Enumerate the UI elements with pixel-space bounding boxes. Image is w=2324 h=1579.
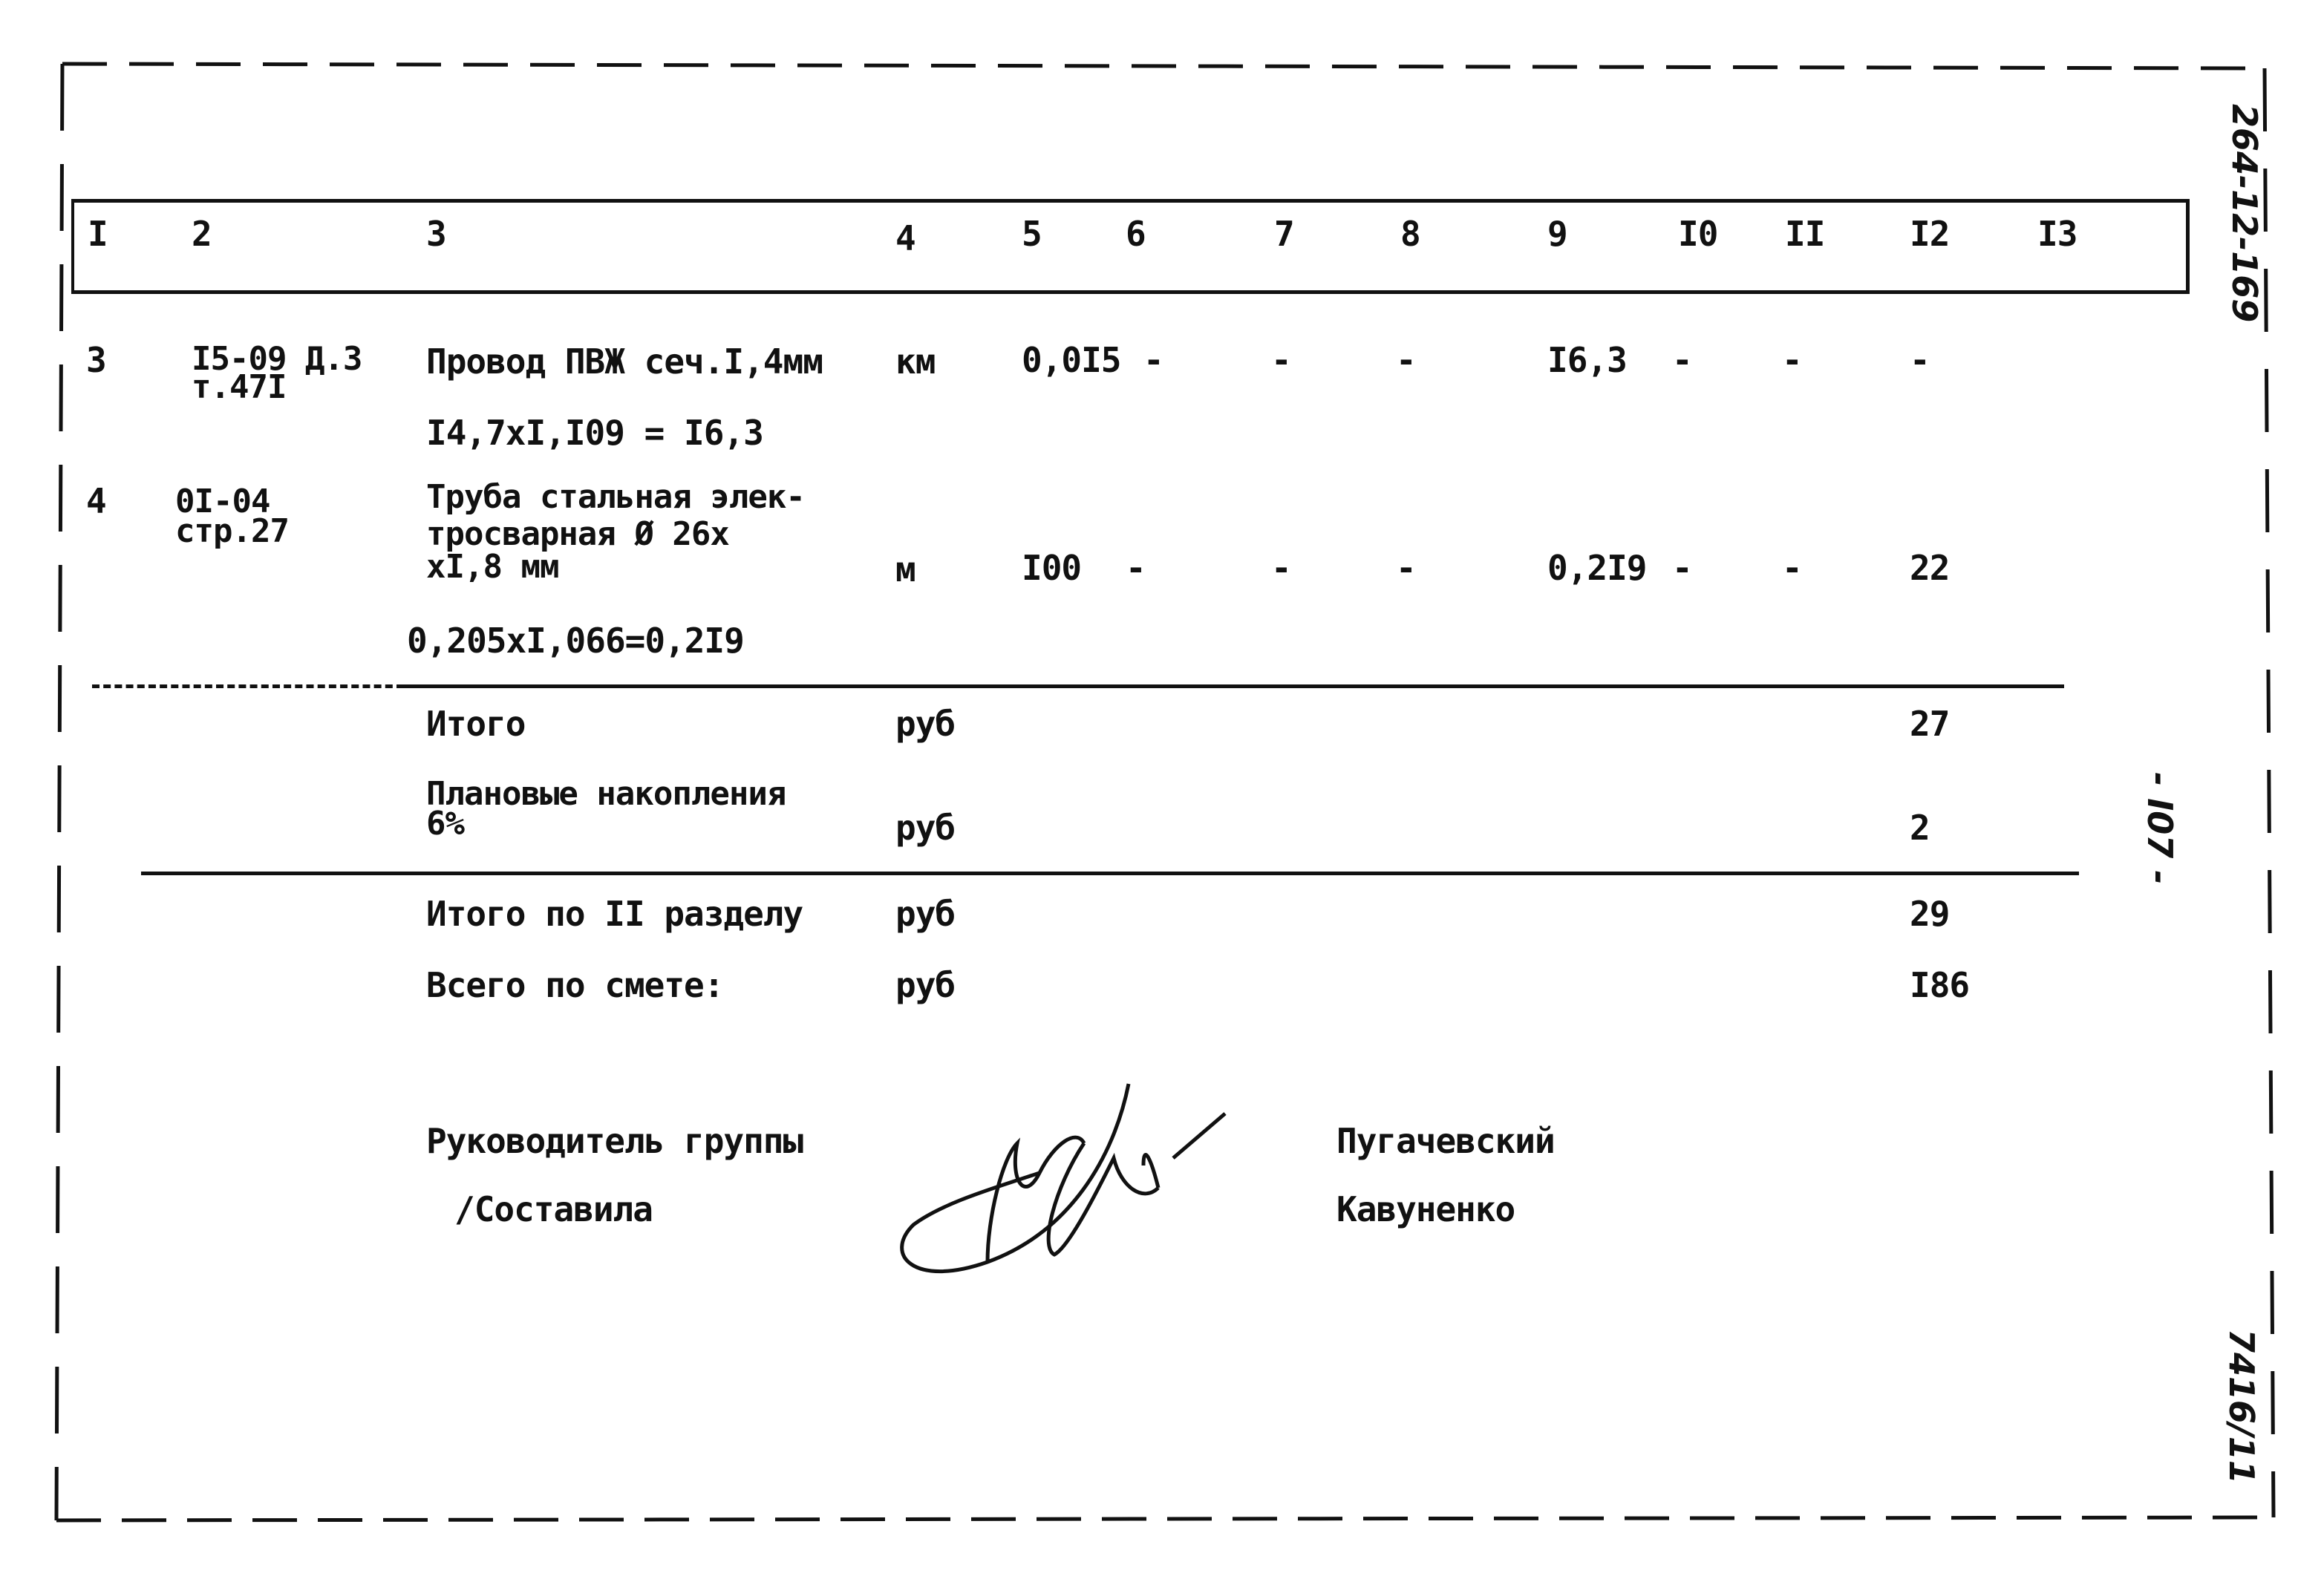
row-code: I5-09 Д.3 [192,340,362,378]
column-header: 6 [1126,214,1146,254]
separator-line [404,684,2064,688]
row-col9: 0,2I9 [1547,548,1647,588]
column-header: 3 [426,214,446,254]
signature-name: Пугачевский [1336,1121,1555,1161]
archive-number: 7416/11 [2222,1329,2262,1484]
total-label: Итого [426,704,526,744]
total-label: Плановые накопления [426,775,786,813]
row-name: Труба стальная элек- [426,478,805,516]
total-value: 27 [1910,704,1950,744]
row-col10: - [1672,548,1692,588]
row-unit: км [895,341,936,382]
row-number: 3 [86,340,106,380]
total-label: Итого по II разделу [426,894,803,934]
column-header: I0 [1678,214,1718,254]
column-header: I [88,214,108,254]
row-number: 4 [86,481,106,521]
column-header: 9 [1547,214,1567,254]
row-col5: 0,0I5 [1022,340,1121,380]
total-value: 29 [1910,894,1950,934]
total-unit: руб [895,965,956,1005]
page-number: - I07 - [2140,772,2180,885]
row-col12: 22 [1910,548,1950,588]
row-code: т.47I [192,368,287,406]
total-label: Всего по смете: [426,965,724,1005]
total-value: 2 [1910,808,1930,848]
row-col9: I6,3 [1547,340,1627,380]
row-unit: м [895,549,915,589]
row-calc: I4,7xI,I09 = I6,3 [426,413,763,453]
signature-role: /Составила [454,1189,653,1229]
row-col8: - [1396,340,1416,380]
row-col6: - [1143,340,1163,380]
signature-scribble [902,1084,1225,1272]
row-name: xI,8 мм [426,548,559,586]
row-col12: - [1910,340,1930,380]
column-header: II [1785,214,1825,254]
signature-name: Кавуненко [1336,1189,1515,1229]
row-name: тросварная Ø 26х [426,515,729,553]
row-col6: - [1126,548,1146,588]
total-unit: руб [895,894,956,934]
row-col5: I00 [1022,548,1082,588]
total-label: 6% [426,805,464,843]
column-header: I3 [2037,214,2077,254]
signature-role: Руководитель группы [426,1121,803,1161]
total-value: I86 [1910,965,1970,1005]
separator-line [141,872,2079,875]
row-col10: - [1672,340,1692,380]
column-header: 7 [1274,214,1294,254]
row-col7: - [1271,340,1291,380]
row-col7: - [1271,548,1291,588]
doc-code: 264-12-169 [2225,104,2265,323]
row-name: Провод ПВЖ сеч.I,4мм [426,341,823,382]
column-header: 4 [895,218,915,258]
row-code: 0I-04 [175,483,270,520]
column-header: I2 [1910,214,1950,254]
row-col11: - [1782,340,1802,380]
row-col8: - [1396,548,1416,588]
total-unit: руб [895,704,956,744]
row-code: стр.27 [175,512,289,550]
row-col11: - [1782,548,1802,588]
total-unit: руб [895,808,956,848]
row-calc: 0,205xI,066=0,2I9 [407,621,744,661]
column-header: 8 [1400,214,1420,254]
separator-line [92,684,404,688]
column-header: 2 [192,214,212,254]
column-header: 5 [1022,214,1042,254]
